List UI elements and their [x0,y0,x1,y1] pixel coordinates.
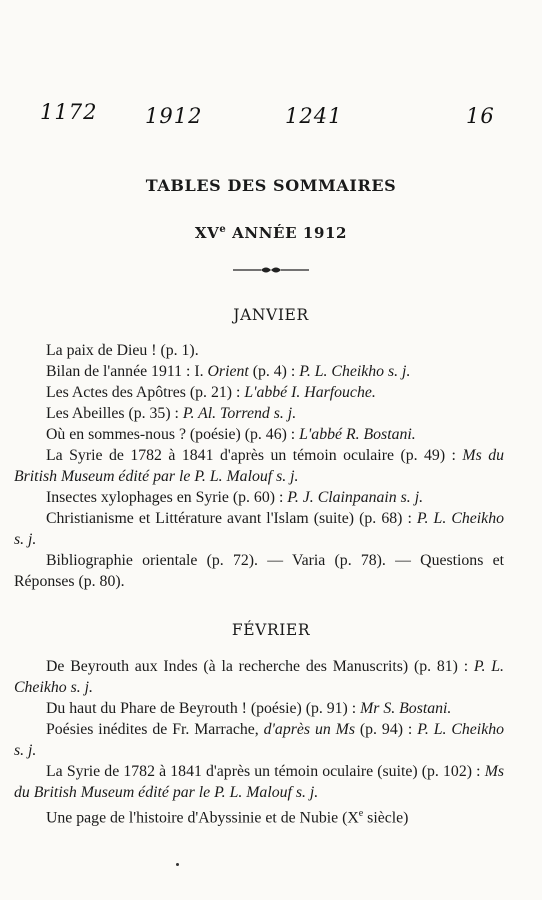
fevrier-entries [14,656,504,828]
toc-entry: Insectes xylophages en Syrie (p. 60) : P. J. Clainpanain s. j. [46,489,424,506]
handwritten-note-3: 1241 [285,104,343,128]
section-heading-janvier: JANVIER [233,306,309,324]
handwritten-note-4: 16 [466,104,495,128]
section-heading-fevrier: FÉVRIER [231,621,311,639]
year-heading: XVe ANNÉE 1912 [194,224,348,242]
toc-entry: Poésies inédites de Fr. Marrache, d'après un Ms (p. 94) : P. L. Cheikho s. j. [14,721,505,759]
janvier-entries [14,340,504,592]
toc-entry: La Syrie de 1782 à 1841 d'après un témoin oculaire (p. 49) : Ms du British Museum édité par le P. L. Malouf s. j. [14,447,504,485]
toc-entry: Où en sommes-nous ? (poésie) (p. 46) : L'abbé R. Bostani. [46,426,416,443]
toc-entry: De Beyrouth aux Indes (à la recherche des Manuscrits) (p. 81) : P. L. Cheikho s. j. [14,658,504,696]
toc-entry: Bilan de l'année 1911 : I. Orient (p. 4) : P. L. Cheikho s. j. [46,363,411,380]
toc-entry: Les Actes des Apôtres (p. 21) : L'abbé I. Harfouche. [46,384,376,401]
toc-entry: La Syrie de 1782 à 1841 d'après un témoin oculaire (suite) (p. 102) : Ms du British Museum édité par le P. L. Malouf s. j. [14,763,504,801]
stray-mark [176,863,179,866]
handwritten-note-2: 1912 [145,104,203,128]
ornament-divider-icon [231,264,311,276]
handwritten-note-1: 1172 [40,100,98,124]
toc-entry: Christianisme et Littérature avant l'Islam (suite) (p. 68) : P. L. Cheikho s. j. [14,510,504,548]
toc-entry: La paix de Dieu ! (p. 1). [46,342,199,359]
toc-entry: Du haut du Phare de Beyrouth ! (poésie) (p. 91) : Mr S. Bostani. [46,700,452,717]
page-title: TABLES DES SOMMAIRES [145,176,397,195]
toc-entry: Les Abeilles (p. 35) : P. Al. Torrend s. j. [46,405,297,422]
toc-entry: Une page de l'histoire d'Abyssinie et de Nubie (Xe siècle) [46,808,409,827]
toc-entry: Bibliographie orientale (p. 72). — Varia (p. 78). — Questions et Réponses (p. 80). [14,552,504,590]
